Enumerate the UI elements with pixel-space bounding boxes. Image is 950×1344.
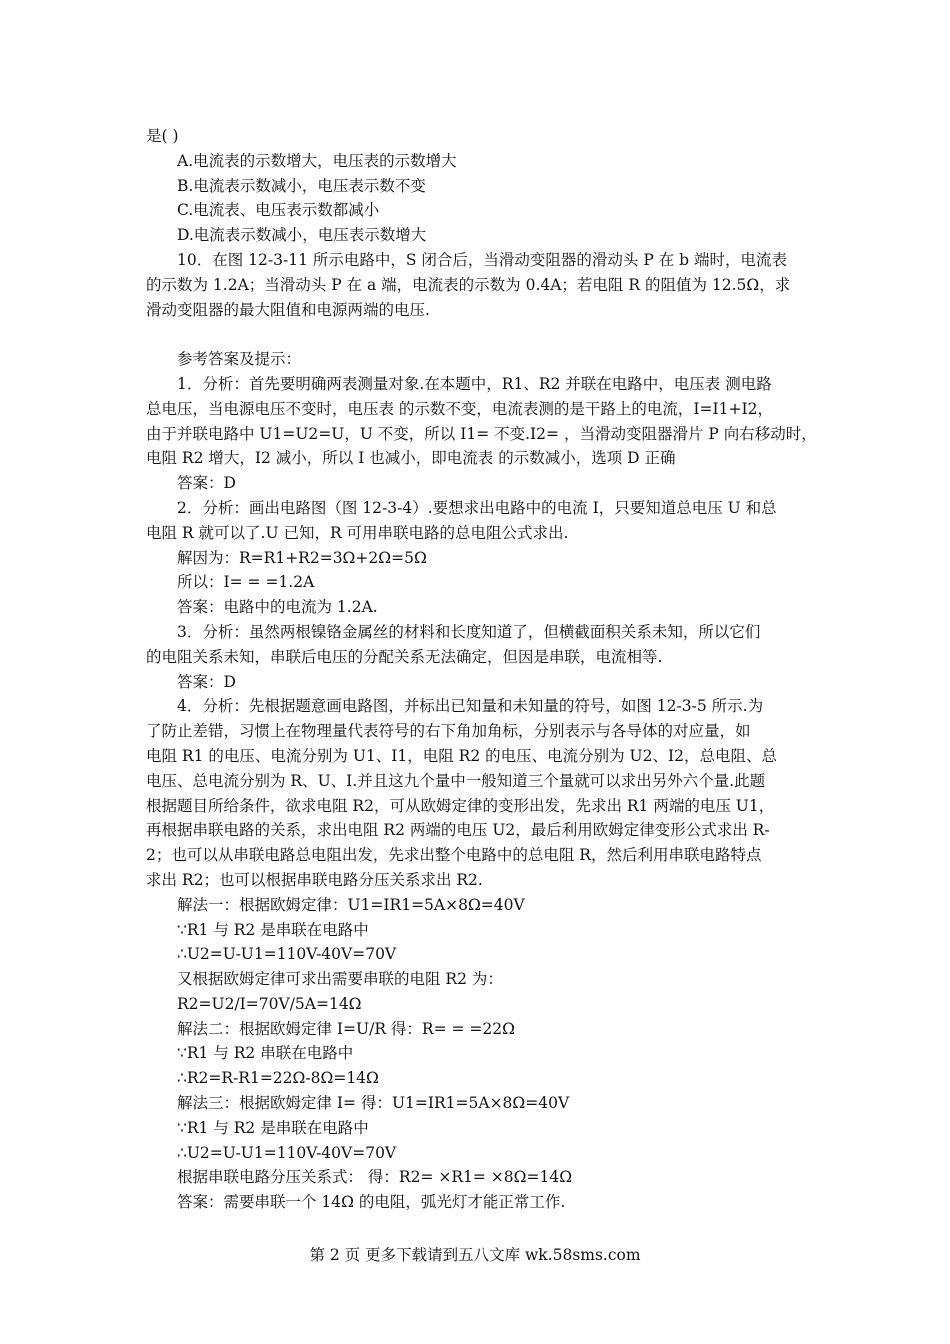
method-1-step-1: 解法一：根据欧姆定律：U1=IR1=5A×8Ω=40V	[177, 895, 525, 914]
answer-4-line-5: 根据题目所给条件，欲求电阻 R2，可从欧姆定律的变形出发，先求出 R1 两端的电压 U1，	[146, 796, 775, 815]
method-2-step-1: 解法二：根据欧姆定律 I=U/R 得：R= = =22Ω	[177, 1019, 515, 1038]
answer-4-line-8: 求出 R2；也可以根据串联电路分压关系求出 R2.	[146, 870, 483, 889]
question-10-line-3: 滑动变阻器的最大阻值和电源两端的电压.	[146, 300, 430, 319]
answer-1-line-1: 1．分析：首先要明确两表测量对象.在本题中，R1、R2 并联在电路中，电压表 测电路	[177, 374, 772, 393]
option-b: B.电流表示数减小，电压表示数不变	[177, 176, 426, 195]
question-stem-tail: 是( )	[146, 127, 179, 145]
page-footer: 第 2 页 更多下载请到五八文库 wk.58sms.com	[309, 1246, 641, 1264]
answer-1-line-4: 电阻 R2 增大，I2 减小，所以 I 也减小，即电流表 的示数减小，选项 D 正确	[146, 449, 676, 468]
method-2-step-2: ∵R1 与 R2 串联在电路中	[177, 1044, 354, 1063]
option-c: C.电流表、电压表示数都减小	[177, 201, 380, 220]
answer-1-line-2: 总电压，当电源电压不变时，电压表 的示数不变，电流表测的是干路上的电流，I=I1+I2，	[146, 399, 773, 418]
answer-2-line-2: 电阻 R 就可以了.U 已知，R 可用串联电路的总电阻公式求出.	[146, 523, 569, 542]
answer-3-line-2: 的电阻关系未知，串联后电压的分配关系无法确定，但因是串联，电流相等.	[146, 647, 663, 666]
answer-3-result: 答案：D	[177, 672, 236, 691]
option-a: A.电流表的示数增大，电压表的示数增大	[177, 151, 457, 170]
option-d: D.电流表示数减小，电压表示数增大	[177, 226, 427, 245]
method-1-step-4: 又根据欧姆定律可求出需要串联的电阻 R2 为：	[177, 970, 503, 989]
answer-1-line-3: 由于并联电路中 U1=U2=U，U 不变，所以 I1= 不变.I2= ，当滑动变阻器滑片 P 向右移动时，	[146, 424, 817, 443]
answer-2-line-3: 解因为：R=R1+R2=3Ω+2Ω=5Ω	[177, 548, 427, 567]
method-3-step-4: 根据串联电路分压关系式： 得：R2= ×R1= ×8Ω=14Ω	[177, 1168, 573, 1187]
method-3-step-2: ∵R1 与 R2 是串联在电路中	[177, 1118, 369, 1137]
answer-4-result: 答案：需要串联一个 14Ω 的电阻，弧光灯才能正常工作.	[177, 1193, 566, 1212]
answer-4-line-4: 电压、总电流分别为 R、U、I.并且这九个量中一般知道三个量就可以求出另外六个量.此题	[146, 771, 766, 790]
document-body	[146, 124, 817, 1215]
answer-2-line-1: 2．分析：画出电路图（图 12-3-4）.要想求出电路中的电流 I，只要知道总电压 U 和总	[177, 498, 777, 517]
answer-4-line-7: 2；也可以从串联电路总电阻出发，先求出整个电路中的总电阻 R，然后利用串联电路特点	[146, 846, 762, 865]
method-3-step-1: 解法三：根据欧姆定律 I= 得：U1=IR1=5A×8Ω=40V	[177, 1094, 570, 1113]
answer-1-result: 答案：D	[177, 474, 236, 493]
answer-2-line-4: 所以：I= = =1.2A	[177, 573, 315, 592]
method-3-step-3: ∴U2=U-U1=110V-40V=70V	[177, 1143, 397, 1162]
answer-4-line-3: 电阻 R1 的电压、电流分别为 U1、I1，电阻 R2 的电压、电流分别为 U2、I2，总电阻、总	[146, 746, 777, 765]
answer-4-line-6: 再根据串联电路的关系，求出电阻 R2 两端的电压 U2，最后利用欧姆定律变形公式求出 R-	[146, 821, 770, 840]
method-1-step-3: ∴U2=U-U1=110V-40V=70V	[177, 945, 397, 964]
method-2-step-3: ∴R2=R-R1=22Ω-8Ω=14Ω	[177, 1069, 379, 1088]
question-10-line-1: 10．在图 12-3-11 所示电路中，S 闭合后，当滑动变阻器的滑动头 P 在 b 端时，电流表	[177, 250, 787, 269]
answer-3-line-1: 3．分析：虽然两根镍铬金属丝的材料和长度知道了，但横截面积关系未知，所以它们	[177, 622, 761, 641]
answer-4-line-1: 4．分析：先根据题意画电路图，并标出已知量和未知量的符号，如图 12-3-5 所示.为	[177, 697, 764, 716]
answers-heading: 参考答案及提示：	[177, 350, 302, 369]
blank-line	[146, 322, 810, 347]
question-10-line-2: 的示数为 1.2A；当滑动头 P 在 a 端，电流表的示数为 0.4A；若电阻 R 的阻值为 12.5Ω，求	[146, 275, 791, 294]
answer-2-result: 答案：电路中的电流为 1.2A.	[177, 598, 378, 617]
method-1-step-2: ∵R1 与 R2 是串联在电路中	[177, 920, 369, 939]
method-1-step-5: R2=U2/I=70V/5A=14Ω	[177, 994, 362, 1013]
answer-4-line-2: 了防止差错，习惯上在物理量代表符号的右下角加角标，分别表示与各导体的对应量，如	[146, 722, 751, 741]
